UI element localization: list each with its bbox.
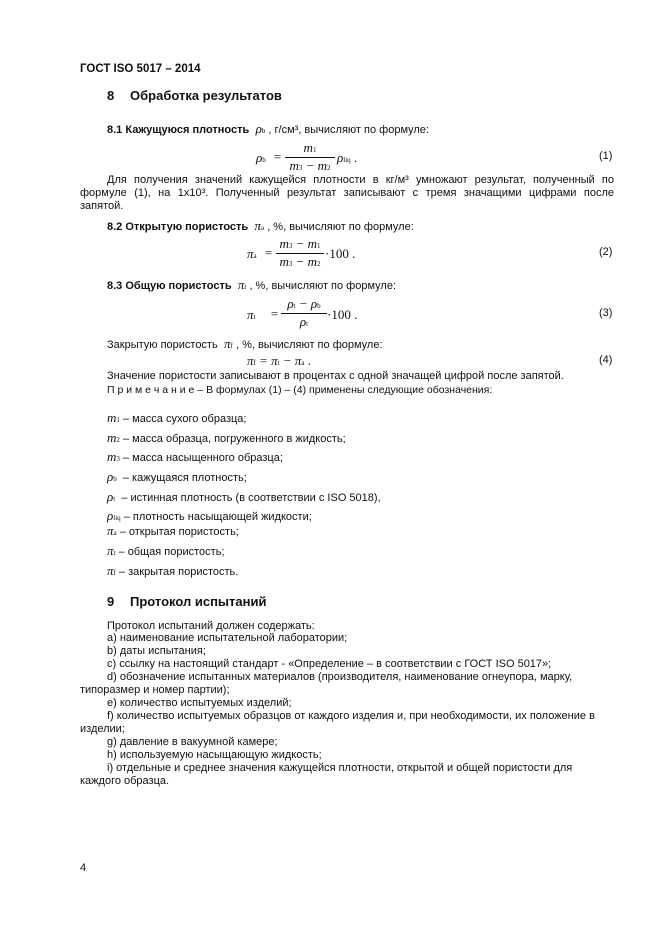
- equation-2-number: (2): [599, 246, 613, 258]
- section-8-title: Обработка результатов: [130, 88, 282, 103]
- protocol-line: f) количество испытуемых образцов от каждого изделия и, при необходимости, их положение в: [107, 710, 595, 722]
- paragraph-density-conversion-line2: формуле (1), на 1x10³. Полученный результат записывают с тремя значащими цифрами после: [80, 187, 614, 199]
- paragraph-8-2-rest: , %, вычисляют по формуле:: [267, 221, 414, 233]
- symbol-item: ρt – истинная плотность (в соответствии с ISO 5018),: [107, 489, 381, 504]
- symbol-pi-f: πf: [220, 336, 233, 351]
- paragraph-closed-porosity-lead: Закрытую пористость: [107, 339, 218, 351]
- paragraph-8-3: [107, 277, 396, 293]
- protocol-line: с) ссылку на настоящий стандарт - «Определение – в соответствии с ГОСТ ISO 5017»;: [107, 658, 552, 670]
- section-8-number: 8: [107, 88, 115, 103]
- paragraph-8-2-lead: 8.2 Открытую пористость: [107, 221, 249, 233]
- paragraph-closed-porosity-rest: , %, вычисляют по формуле:: [235, 339, 383, 351]
- protocol-line: е) количество испытуемых изделий;: [107, 697, 292, 709]
- symbol-item: m3 – масса насыщенного образца;: [107, 449, 283, 464]
- protocol-line: изделии;: [80, 723, 125, 735]
- note-line: [107, 384, 492, 396]
- paragraph-8-1: [107, 121, 429, 137]
- equation-4-number: (4): [599, 354, 613, 366]
- paragraph-closed-porosity: [107, 336, 383, 352]
- protocol-line: а) наименование испытательной лаборатории;: [107, 632, 348, 644]
- paragraph-density-conversion-line1: Для получения значений кажущейся плотности в кг/м³ умножают результат, полученный по: [107, 174, 614, 186]
- symbol-pi-t: πt: [234, 277, 247, 292]
- paragraph-8-1-lead: 8.1 Кажущуюся плотность: [107, 124, 250, 136]
- symbol-item: ρliq – плотность насыщающей жидкости;: [107, 508, 312, 523]
- paragraph-8-1-rest: , г/см³, вычисляют по формуле:: [268, 124, 429, 136]
- document-header: ГОСТ ISO 5017 – 2014: [80, 63, 201, 75]
- symbol-item: πt – общая пористость;: [107, 543, 225, 558]
- paragraph-8-3-lead: 8.3 Общую пористость: [107, 280, 232, 292]
- note-text: – В формулах (1) – (4) применены следующие обозначения:: [194, 384, 493, 396]
- protocol-line: d) обозначение испытанных материалов (производителя, наименование огнеупора, марку,: [107, 671, 573, 683]
- protocol-line: b) даты испытания;: [107, 645, 206, 657]
- protocol-line: g) давление в вакуумной камере;: [107, 736, 278, 748]
- section-9-title: Протокол испытаний: [130, 594, 267, 609]
- page-number: 4: [80, 862, 87, 874]
- protocol-line: типоразмер и номер партии);: [80, 684, 230, 696]
- symbol-rho-b: ρb: [252, 121, 266, 136]
- paragraph-density-conversion-line3: запятой.: [80, 200, 124, 212]
- protocol-line: i) отдельные и среднее значения кажущейся плотности, открытой и общей пористости для: [107, 762, 573, 774]
- protocol-line: h) используемую насыщающую жидкость;: [107, 749, 322, 761]
- symbol-pi-a: πa: [251, 218, 265, 233]
- protocol-line: каждого образца.: [80, 775, 170, 787]
- equation-3-number: (3): [599, 307, 613, 319]
- paragraph-8-2: [107, 218, 414, 234]
- symbol-item: m2 – масса образца, погруженного в жидкость;: [107, 430, 346, 445]
- symbol-item: πa – открытая пористость;: [107, 523, 239, 538]
- porosity-recording-note: Значение пористости записывают в процентах с одной значащей цифрой после запятой.: [107, 370, 564, 382]
- note-label: П р и м е ч а н и е: [107, 384, 195, 396]
- symbol-item: m1 – масса сухого образца;: [107, 410, 247, 425]
- equation-1-number: (1): [599, 150, 613, 162]
- symbol-item: ρb – кажущаяся плотность;: [107, 469, 247, 484]
- protocol-line: Протокол испытаний должен содержать:: [107, 620, 315, 632]
- paragraph-8-3-rest: , %, вычисляют по формуле:: [249, 280, 396, 292]
- section-9-number: 9: [107, 594, 115, 609]
- symbol-item: πf – закрытая пористость.: [107, 563, 239, 578]
